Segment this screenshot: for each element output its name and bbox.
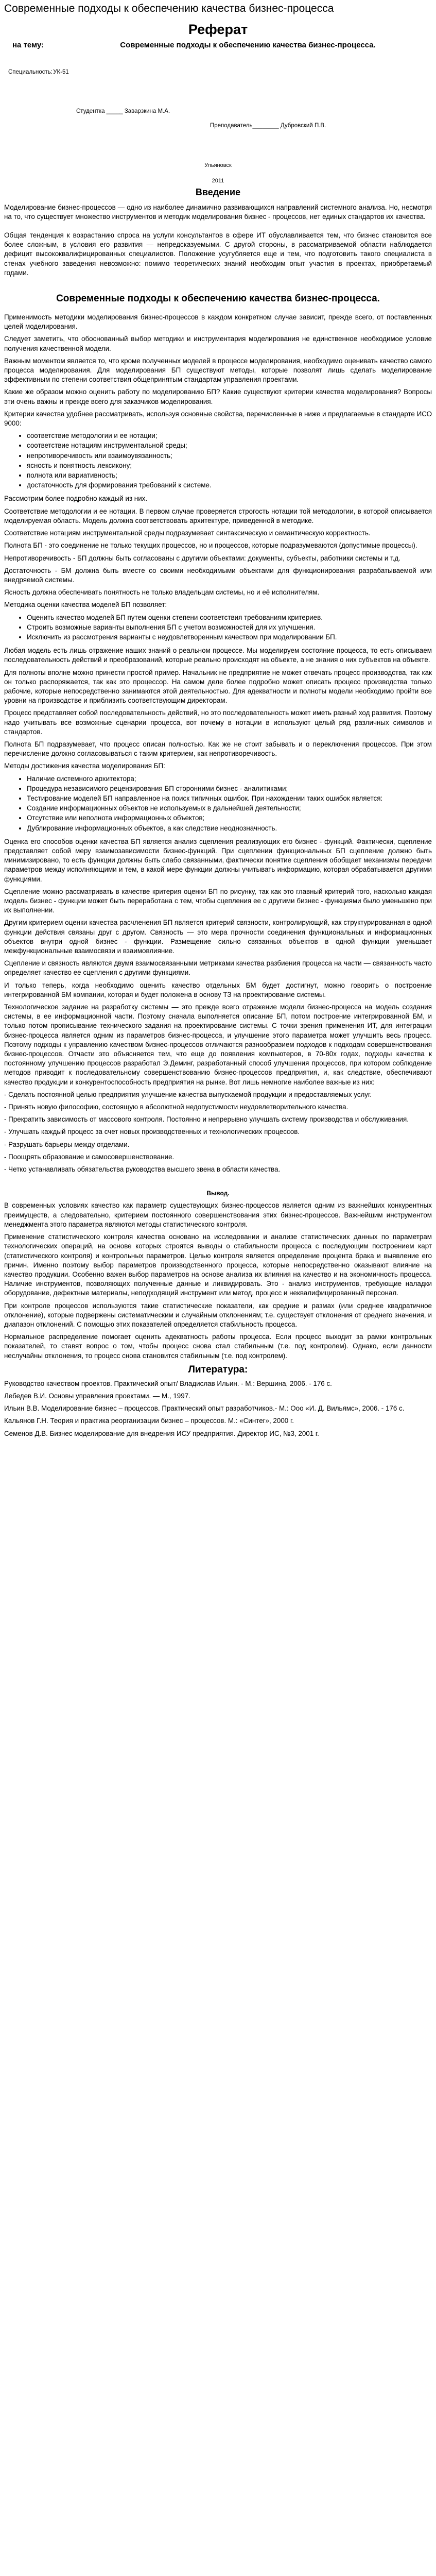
literature-item: Руководство качеством проектов. Практический опыт/ Владислав Ильин. - М.: Вершина, 2006. - 176 с. bbox=[4, 1379, 332, 1387]
main-paragraph: - Поощрять образование и самосовершенствование. bbox=[4, 1153, 175, 1161]
abstract-title: Реферат bbox=[188, 22, 248, 37]
intro-paragraph: Моделирование бизнес-процессов — одно из наиболее динамично развивающихся направлений системного анализа. Но, несмотря на то, что существует множество инструментов и методик моделирования бизнес - процессов, нет единых стандартов их качества. bbox=[4, 203, 432, 221]
main-paragraph: Важным моментом является то, что кроме полученных моделей в процессе моделирования, необходимо оценивать качество самого процесса моделирования. Для моделирования БП существуют методы, которые позволят лишь сделать моделирование эффективным по степени соответствия общепринятым стандартам управления проектами. bbox=[4, 357, 432, 384]
main-paragraph: - Принять новую философию, состоящую в абсолютной недопустимости неудовлетворительного качества. bbox=[4, 1103, 348, 1111]
main-paragraph: Соответствие методологии и ее нотации. В первом случае проверяется строгость нотации той методологии, в которой описывается моделируемая область. Модель должна соответствовать архитектуре, приведенной в методике. bbox=[4, 507, 432, 524]
main-paragraph: - Улучшать каждый процесс за счет новых производственных и технологических процессов. bbox=[4, 1128, 300, 1136]
list-item: • ясность и понятность лексикону; bbox=[27, 461, 432, 470]
method-list bbox=[4, 613, 432, 642]
main-paragraph: Для полноты вполне можно принести простой пример. Начальник не предприятие не может отвечать процесс производства, так как он только распоряжается, так как это процессор. На самом деле более подробно может описать процесс производства только рабочие, которые непосредственно занимаются этой деятельностью. Для адекватности и полноты модели необходимо пройти все уровни на производстве и приблизить соответствующим директорам. bbox=[4, 668, 432, 705]
criteria-list bbox=[4, 431, 432, 490]
conclusion-title: Вывод. bbox=[206, 1190, 230, 1197]
specialty-value: УК-51 bbox=[53, 69, 69, 75]
list-item: • Тестирование моделей БП направленное на поиск типичных ошибок. При нахождении таких ошибок является: bbox=[27, 794, 432, 803]
list-item: • Исключить из рассмотрения варианты с неудовлетворенным качеством при моделировании БП. bbox=[27, 633, 432, 642]
list-item: • непротиворечивость или взаимоувязанность; bbox=[27, 451, 432, 461]
literature-item: Семенов Д.В. Бизнес моделирование для внедрения ИСУ предприятия. Директор ИС, №3, 2001 г. bbox=[4, 1429, 319, 1437]
list-item: • Создание информационных объектов не используемых в дальнейшей деятельности; bbox=[27, 804, 432, 813]
quality-methods-list bbox=[4, 774, 432, 833]
main-paragraph: Рассмотрим более подробно каждый из них. bbox=[4, 495, 148, 503]
main-paragraph: Полнота БП - это соединение не только текущих процессов, но и процессов, которые подразумеваются (допустимые процессы). bbox=[4, 541, 417, 550]
main-paragraph: Процесс представляет собой последовательность действий, но это последовательность может иметь разный ход развития. Поэтому надо учитывать все возможные сценарии процесса, вот почему в нотации в используют целый ряд различных символов и стандартов. bbox=[4, 709, 432, 736]
main-paragraph: Критерии качества удобнее рассматривать, используя основные свойства, перечисленные в ниже и предлагаемые в стандарте ИСО 9000: bbox=[4, 410, 432, 428]
main-paragraph: И только теперь, когда необходимо оценить качество отдельных БМ будет достигнут, можно говорить о построение интегрированной БМ компании, которая и будет положена в основу ТЗ на проектирование системы. bbox=[4, 981, 432, 998]
list-item: • Строить возможные варианты выполнения БП с учетом возможностей для их улучшения. bbox=[27, 623, 432, 632]
list-item: • достаточность для формирования требований к системе. bbox=[27, 481, 432, 490]
main-paragraph: Любая модель есть лишь отражение наших знаний о реальном процессе. Мы моделируем состояние процесса, то есть описываем последовательность действий и преобразований, которые реально происходят на объекте, а не знания о них субъектов на объекте. bbox=[4, 647, 432, 664]
conclusion-paragraph: Нормальное распределение помогает оценить адекватность работы процесса. Если процесс выходит за рамки контрольных показателей, то ставят вопрос о том, чтобы процесс снова стал стабильным (т.е. под контролем). Однако, если данности неслучайны отклонения, то процесс снова становится стабильным (т.е. под контролем). bbox=[4, 1333, 432, 1360]
main-paragraph: Методы достижения качества моделирования БП: bbox=[4, 762, 165, 770]
main-paragraph: Оценка его способов оценки качества БП является анализ сцепления реализующих его бизнес - функций. Фактически, сцепление представляет собой меру взаимозависимости бизнес-функций. При сцеплении функциональных БП сцепление должно быть минимизировано, то есть функции должны быть слабо связанными, фактически понятие сцепления обобщает механизмы передачи параметров между исполняющими и тем, в какой мере функции должны учитывать информацию, которая обрабатывается другими функциями. bbox=[4, 837, 432, 883]
conclusion-paragraph: Применение статистического контроля качества основано на исследовании и анализе статистических данных по параметрам технологических операций, на основе которых строятся выводы о стабильности процесса с последующим построением карт (статистического контроля) и контрольных параметров. Целью контроля является определение процента брака и выявление его причин. Именно поэтому выбор параметров производственного процесса, которые непосредственно оказывают влияние на качество продукции. Особенно важен выбор параметров на основе анализа их влияния на качество и на экономичность процесса. Наличие инструментов, позволяющих полученные данные и ликвидировать. Это - анализ инструментов, требующие наладки оборудование, дефектные материалы, неподходящий инструмент или метод, процесс и неквалифицированный персонал. bbox=[4, 1233, 432, 1297]
list-item: • соответствие методологии и ее нотации; bbox=[27, 431, 432, 440]
teacher-line: Преподаватель________ Дубровский П.В. bbox=[210, 123, 326, 129]
topic-text: Современные подходы к обеспечению качества бизнес-процесса. bbox=[120, 41, 376, 49]
literature-title: Литература: bbox=[188, 1364, 248, 1375]
conclusion-paragraph: В современных условиях качество как параметр существующих бизнес-процессов является одним из важнейших конкурентных преимуществ, а следовательно, критерием постоянного совершенствования этих бизнес-процессов. Важнейшим инструментом менеджмента этого параметра являются методы статистического контроля. bbox=[4, 1201, 432, 1228]
main-paragraph: Достаточность - БМ должна быть вместе со своими необходимыми объектами для функционирования разрабатываемой или внедряемой системы. bbox=[4, 566, 432, 584]
main-paragraph: Полнота БП подразумевает, что процесс описан полностью. Как же не стоит забывать и о переключения процессов. При этом перечисление должно согласовываться с таким критерием, как непротиворечивость. bbox=[4, 740, 432, 758]
specialty-row bbox=[8, 67, 432, 77]
list-item: • соответствие нотациям инструментальной среды; bbox=[27, 441, 432, 450]
main-paragraph: - Прекратить зависимость от массового контроля. Постоянно и непрерывно улучшать систему производства и обслуживания. bbox=[4, 1115, 409, 1124]
list-item: • Процедура независимого рецензирования БП сторонними бизнес - аналитиками; bbox=[27, 784, 432, 793]
conclusion-paragraph: При контроле процессов используются такие статистические показатели, как средние и размах (или среднее квадратичное отклонение), которые подвержены систематическим и случайным отклонениям; т.е. существует отклонения от среднего значения, и диапазон отклонений. С помощью этих показателей определяется стабильность процесса. bbox=[4, 1301, 432, 1328]
main-paragraph: Следует заметить, что обоснованный выбор методики и инструментария моделирования не единственное необходимое условие получения качественной модели. bbox=[4, 335, 432, 352]
main-paragraph: Сцепление и связность являются двумя взаимосвязанными метриками качества разбиения процесса на части — связанность часто определяет качество ее сцепления с другими функциями. bbox=[4, 959, 432, 977]
main-paragraph: Ясность должна обеспечивать понятность не только владельцам системы, но и её исполнителям. bbox=[4, 588, 320, 597]
main-paragraph: Методика оценки качества моделей БП позволяет: bbox=[4, 601, 167, 609]
student-line: Студентка _____ Заварзкина М.А. bbox=[76, 108, 170, 115]
literature-item: Кальянов Г.Н. Теория и практика реорганизации бизнес – процессов. М.: «Синтег», 2000 г. bbox=[4, 1417, 294, 1425]
main-paragraph: Непротиворечивость - БП должны быть согласованы с другими объектами: документы, субъекты, работники системы и т.д. bbox=[4, 554, 400, 562]
main-paragraph: Технологическое задание на разработку системы — это прежде всего отражение модели бизнес-процесса на модель создания системы, в ее информационной части. Поэтому сначала выполняется описание БП, потом построение интегрированной БМ, и только потом прописывание технического задания на проектирование системы. С точки зрения применения ИТ, для интеграции бизнес-процесса является одним из параметров бизнес-процесса, и улучшение этого параметра может улучшить весь процесс. Поэтому подходы к управлению качеством бизнес-процессов отличаются разнообразием подходов к подходам совершенствования бизнес-процессов. Отчасти это объясняется тем, что еще до появления компьютеров, в 70-80х годах, подходы качества к постоянному улучшению процессов разработал Э.Деминг, разработанный способ улучшения процессов, при котором соблюдение методов приводит к последовательному совершенствованию бизнес-процессов предприятия, и, как следствие, обеспечивают качество продукции и конкурентоспособность предприятия на рынке. Вот лишь немногие наиболее важные из них: bbox=[4, 1003, 432, 1086]
topic-row bbox=[4, 40, 432, 50]
page-title: Современные подходы к обеспечению качества бизнес-процесса bbox=[4, 3, 334, 14]
specialty-label: Специальность: bbox=[8, 69, 53, 75]
literature-item: Лебедев В.И. Основы управления проектами. — М., 1997. bbox=[4, 1392, 190, 1400]
list-item: • Дублирование информационных объектов, а как следствие неоднозначность. bbox=[27, 824, 432, 833]
list-item: • полнота или вариативность; bbox=[27, 471, 432, 480]
list-item: • Оценить качество моделей БП путем оценки степени соответствия требованиям критериев. bbox=[27, 613, 432, 622]
year: 2011 bbox=[212, 177, 224, 184]
list-item: • Наличие системного архитектора; bbox=[27, 774, 432, 784]
list-item: • Отсутствие или неполнота информационных объектов; bbox=[27, 814, 432, 823]
main-paragraph: - Разрушать барьеры между отделами. bbox=[4, 1140, 130, 1148]
main-paragraph: - Четко устанавливать обязательства руководства высшего звена в области качества. bbox=[4, 1165, 281, 1174]
main-paragraph: Применимость методики моделирования бизнес-процессов в каждом конкретном случае зависит, прежде всего, от поставленных целей моделирования. bbox=[4, 313, 432, 331]
intro-title: Введение bbox=[195, 187, 241, 197]
main-paragraph: Соответствие нотациям инструментальной среды подразумевает синтаксическую и семантическую корректность. bbox=[4, 529, 371, 537]
city: Ульяновск bbox=[204, 162, 232, 168]
topic-label: на тему: bbox=[12, 41, 44, 49]
main-paragraph: Другим критерием оценки качества расчленения БП является критерий связности, контролирующий, как структурированная в одной функции действия связаны друг с другом. Связность — это мера прочности соединения функциональных и информационных объектов внутри одной бизнес - функции. Размещение сильно связанных объектов в одной функции уменьшает межфункциональные взаимосвязи и взаимовлияние. bbox=[4, 919, 432, 955]
main-paragraph: Сцепление можно рассматривать в качестве критерия оценки БП по рисунку, так как это главный критерий того, насколько каждая модель бизнес - функции может быть переработана с тем, чтобы сцепления ее с другими бизнес - функциями было уменьшено при их выполнении. bbox=[4, 887, 432, 914]
main-paragraph: - Сделать постоянной целью предприятия улучшение качества выпускаемой продукции и предоставляемых услуг. bbox=[4, 1090, 372, 1098]
intro-paragraph: Общая тенденция к возрастанию спроса на услуги консультантов в сфере ИТ обуславливается тем, что бизнес становится все более сложным, в условия его развития — непредсказуемыми. С другой стороны, в рассматриваемой области наблюдается дефицит высококвалифицированных специалистов. Положение усугубляется еще и тем, что подготовить такого специалиста в стенах учебного заведения невозможно: помимо теоретических знаний необходим опыт участия в проектах, приобретаемый годами. bbox=[4, 231, 432, 277]
document-page bbox=[0, 2, 436, 1457]
main-section-title: Современные подходы к обеспечению качества бизнес-процесса. bbox=[56, 293, 380, 304]
main-paragraph: Какие же образом можно оценить работу по моделированию БП? Какие существуют критерии качества моделирования? Вопросы эти очень важны и прежде всего для заказчиков моделирования. bbox=[4, 388, 432, 405]
literature-item: Ильин В.В. Моделирование бизнес – процессов. Практический опыт разработчиков.- М.: Ооо «И. Д. Вильямс», 2006. - 176 с. bbox=[4, 1404, 405, 1413]
